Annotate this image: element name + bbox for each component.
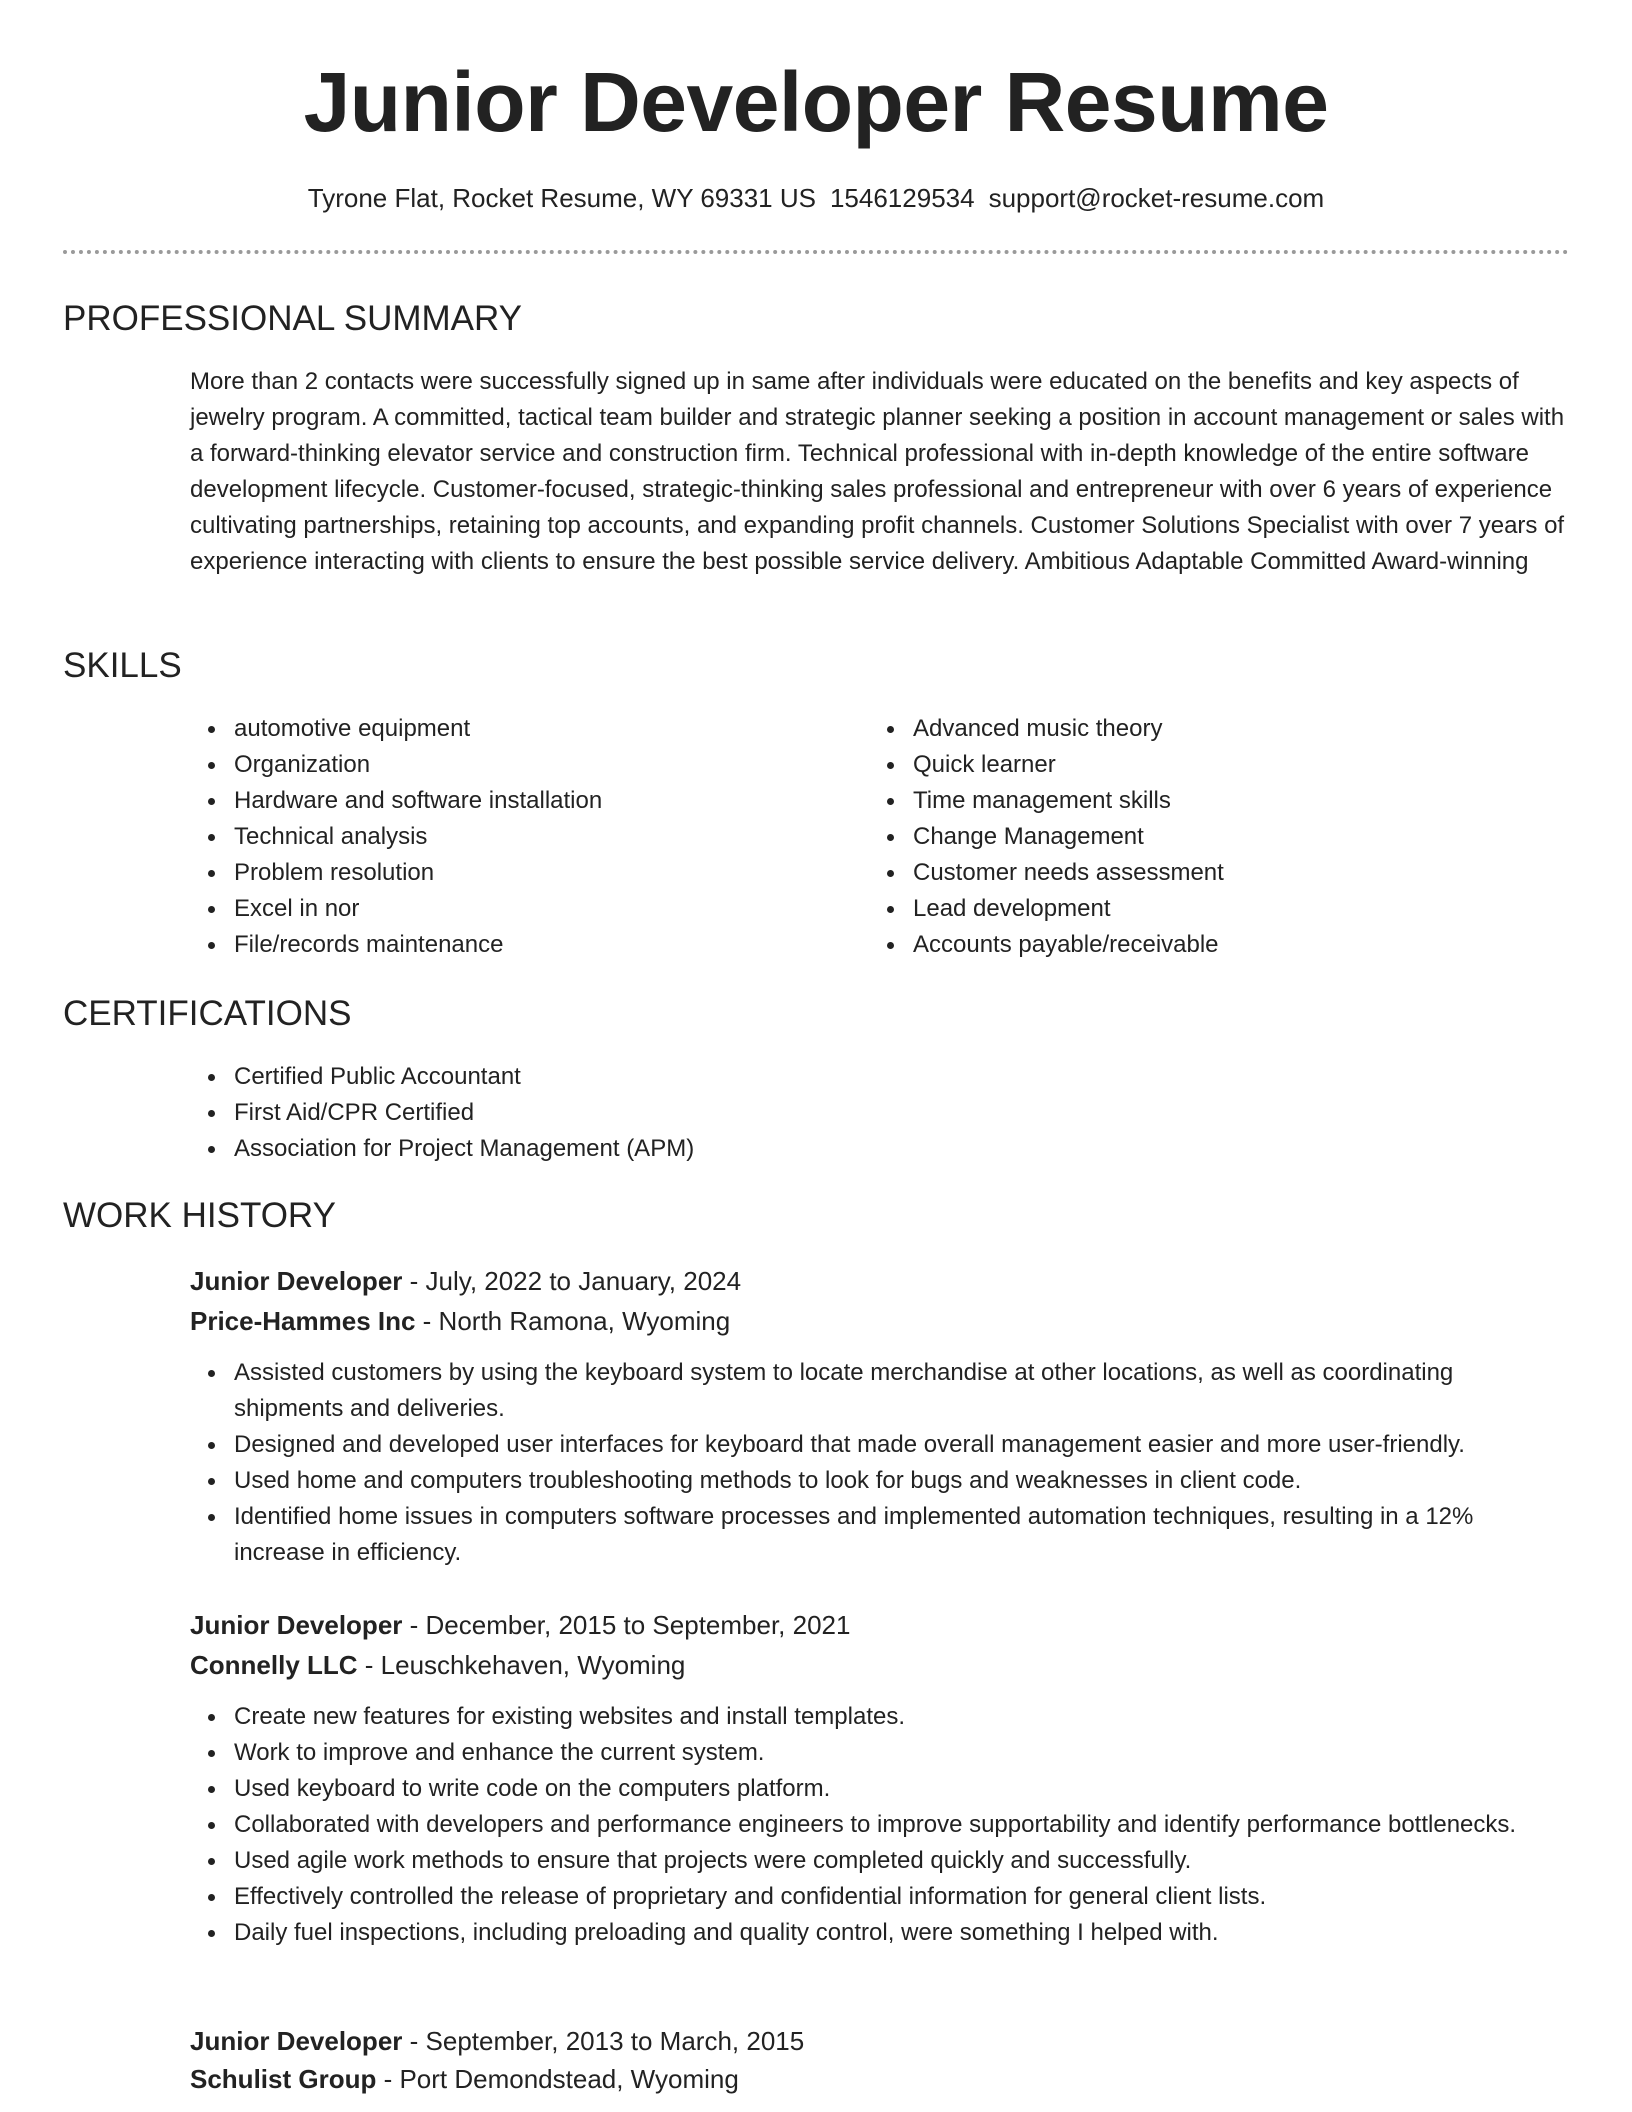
skill-item: Technical analysis xyxy=(190,819,830,855)
certifications-heading: CERTIFICATIONS xyxy=(63,994,352,1033)
skill-item: Lead development xyxy=(869,891,1509,927)
skills-heading: SKILLS xyxy=(63,646,182,685)
certifications-list xyxy=(190,1059,1568,1167)
job-location: - Leuschkehaven, Wyoming xyxy=(357,1650,686,1680)
certification-item: Certified Public Accountant xyxy=(190,1059,1568,1095)
skill-item: Problem resolution xyxy=(190,855,830,891)
skill-item: Accounts payable/receivable xyxy=(869,927,1509,963)
work-history-heading: WORK HISTORY xyxy=(63,1196,336,1235)
job-bullets xyxy=(190,1355,1568,1571)
summary-heading: PROFESSIONAL SUMMARY xyxy=(63,299,522,338)
job-bullet: Assisted customers by using the keyboard system to locate merchandise at other locations, as well as coordinating shipments and deliveries. xyxy=(190,1355,1568,1427)
job-bullet: Used home and computers troubleshooting methods to look for bugs and weaknesses in client code. xyxy=(190,1463,1568,1499)
header-divider xyxy=(63,250,1569,254)
job-bullet: Used agile work methods to ensure that projects were completed quickly and successfully. xyxy=(190,1843,1568,1879)
contact-email[interactable]: support@rocket-resume.com xyxy=(988,183,1325,213)
job-title: Junior Developer xyxy=(190,1266,403,1296)
skill-item: Customer needs assessment xyxy=(869,855,1509,891)
job-company-line xyxy=(190,2059,739,2099)
job-location: - Port Demondstead, Wyoming xyxy=(376,2064,739,2094)
job-bullet: Effectively controlled the release of proprietary and confidential information for general client lists. xyxy=(190,1879,1568,1915)
job-title-line xyxy=(190,2021,804,2061)
job-dates: - December, 2015 to September, 2021 xyxy=(402,1610,851,1640)
job-company: Schulist Group xyxy=(190,2064,377,2094)
contact-line xyxy=(0,180,1632,216)
skill-item: Advanced music theory xyxy=(869,711,1509,747)
certification-item: First Aid/CPR Certified xyxy=(190,1095,1568,1131)
job-bullet: Create new features for existing websites and install templates. xyxy=(190,1699,1568,1735)
contact-phone: 1546129534 xyxy=(829,183,975,213)
job-bullets xyxy=(190,1699,1568,1951)
skill-item: Change Management xyxy=(869,819,1509,855)
skills-list-right xyxy=(869,711,1509,963)
job-company-line xyxy=(190,1645,685,1685)
job-bullet: Collaborated with developers and performance engineers to improve supportability and identify performance bottlenecks. xyxy=(190,1807,1568,1843)
job-location: - North Ramona, Wyoming xyxy=(415,1306,731,1336)
job-dates: - July, 2022 to January, 2024 xyxy=(402,1266,742,1296)
job-bullet: Identified home issues in computers software processes and implemented automation techniques, resulting in a 12% increase in efficiency. xyxy=(190,1499,1568,1571)
skill-item: Organization xyxy=(190,747,830,783)
job-title-line xyxy=(190,1605,850,1645)
skill-item: Hardware and software installation xyxy=(190,783,830,819)
job-bullet: Used keyboard to write code on the computers platform. xyxy=(190,1771,1568,1807)
skills-list-left xyxy=(190,711,830,963)
job-title: Junior Developer xyxy=(190,2026,403,2056)
job-company: Connelly LLC xyxy=(190,1650,358,1680)
summary-text: More than 2 contacts were successfully signed up in same after individuals were educated on the benefits and key aspects of jewelry program. A committed, tactical team builder and strategic planner seeking a position in account management or sales with a forward-thinking elevator service and construction firm. Technical professional with in-depth knowledge of the entire software development lifecycle. Customer-focused, strategic-thinking sales professional and entrepreneur with over 6 years of experience cultivating partnerships, retaining top accounts, and expanding profit channels. Customer Solutions Specialist with over 7 years of experience interacting with clients to ensure the best possible service delivery. Ambitious Adaptable Committed Award-winning xyxy=(190,368,1565,575)
skill-item: Excel in nor xyxy=(190,891,830,927)
certification-item: Association for Project Management (APM) xyxy=(190,1131,1568,1167)
job-bullet: Designed and developed user interfaces for keyboard that made overall management easier and more user-friendly. xyxy=(190,1427,1568,1463)
job-title: Junior Developer xyxy=(190,1610,403,1640)
resume-title: Junior Developer Resume xyxy=(303,55,1329,149)
job-bullet: Work to improve and enhance the current system. xyxy=(190,1735,1568,1771)
job-dates: - September, 2013 to March, 2015 xyxy=(402,2026,805,2056)
skill-item: Time management skills xyxy=(869,783,1509,819)
job-company: Price-Hammes Inc xyxy=(190,1306,416,1336)
job-bullet: Daily fuel inspections, including preloading and quality control, were something I helped with. xyxy=(190,1915,1568,1951)
job-company-line xyxy=(190,1301,730,1341)
job-title-line xyxy=(190,1261,741,1301)
skill-item: File/records maintenance xyxy=(190,927,830,963)
skill-item: automotive equipment xyxy=(190,711,830,747)
skill-item: Quick learner xyxy=(869,747,1509,783)
contact-address: Tyrone Flat, Rocket Resume, WY 69331 US xyxy=(307,183,816,213)
